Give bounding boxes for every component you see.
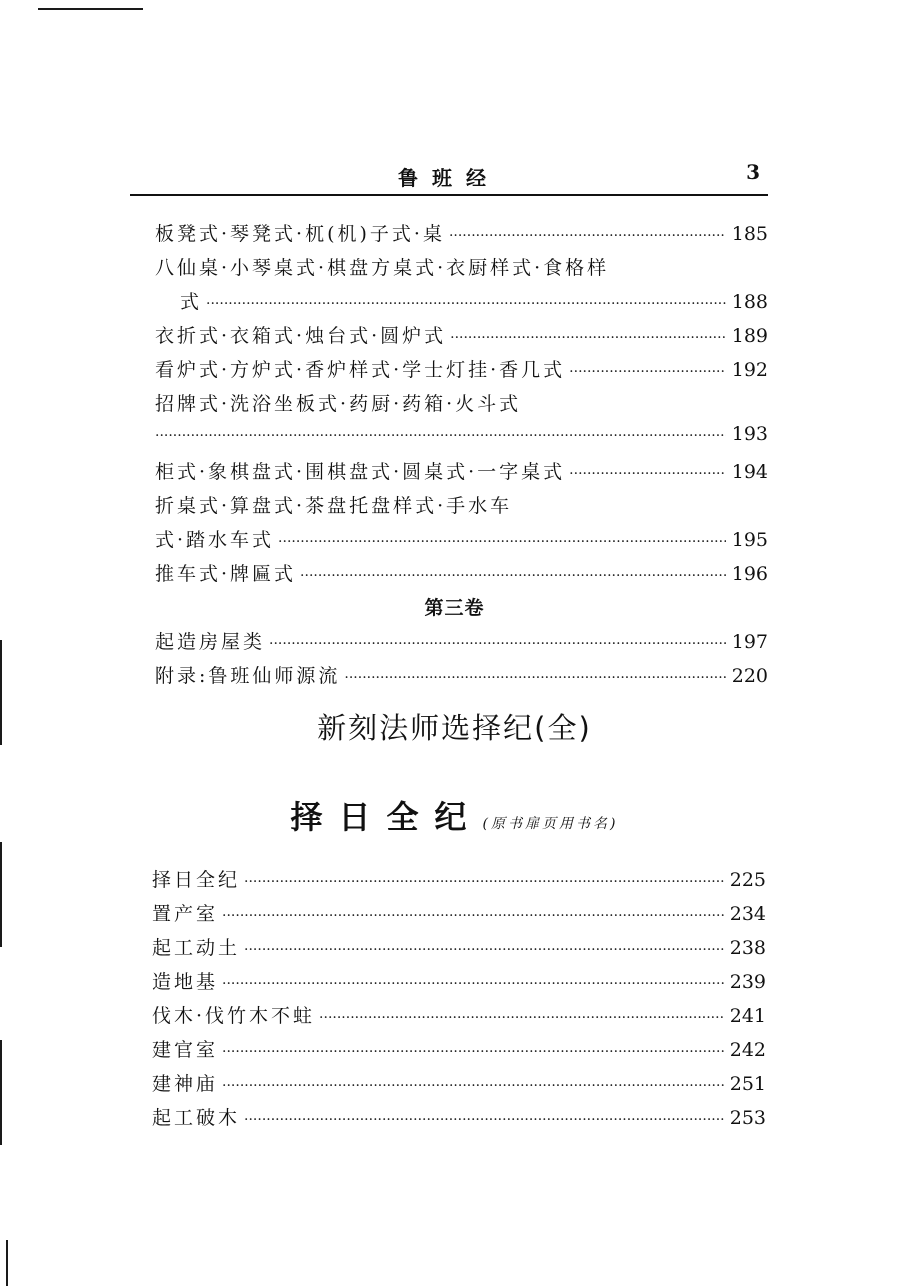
- toc-page-number: 197: [731, 631, 768, 653]
- leader-dots: [244, 874, 724, 890]
- toc-entry[interactable]: [152, 1069, 766, 1096]
- book-title-note: (原书扉页用书名): [482, 816, 619, 832]
- toc-entry-title: 附录:鲁班仙师源流: [155, 665, 341, 687]
- leader-dots: [244, 1112, 724, 1128]
- toc-entry-title: 板凳式·琴凳式·杌(机)子式·桌: [155, 223, 445, 245]
- toc-page-number: 194: [731, 461, 768, 483]
- toc-entry[interactable]: [152, 865, 766, 892]
- leader-dots: [222, 1078, 724, 1094]
- toc-page-number: 193: [731, 423, 768, 445]
- toc-entry[interactable]: [155, 321, 768, 348]
- toc-entry-title: 起工破木: [152, 1107, 241, 1129]
- toc-page-number: 251: [729, 1073, 766, 1095]
- leader-dots: [450, 330, 726, 346]
- toc-entry[interactable]: [180, 287, 768, 314]
- leader-dots: [206, 296, 726, 312]
- toc-entry-title: 建神庙: [152, 1073, 219, 1095]
- toc-page-number: 253: [729, 1107, 766, 1129]
- section-title: 新刻法师选择纪(全): [317, 711, 592, 745]
- toc-page-number: 185: [731, 223, 768, 245]
- toc-entry-title: 看炉式·方炉式·香炉样式·学士灯挂·香几式: [155, 359, 566, 381]
- book-title-main: 择日全纪: [290, 798, 483, 836]
- toc-entry-title: 推车式·牌匾式: [155, 563, 297, 585]
- toc-entry[interactable]: [152, 1035, 766, 1062]
- toc-entry[interactable]: [152, 1103, 766, 1130]
- toc-entry[interactable]: [155, 219, 768, 246]
- book-title: [0, 792, 909, 838]
- leader-dots: [319, 1010, 724, 1026]
- toc-page-number: 241: [729, 1005, 766, 1027]
- toc-entry[interactable]: [155, 661, 768, 688]
- toc-entry[interactable]: [152, 967, 766, 994]
- leader-dots: [222, 976, 724, 992]
- volume-heading: 第三卷: [424, 597, 485, 619]
- toc-entry-title: 择日全纪: [152, 869, 241, 891]
- leader-dots: [222, 908, 724, 924]
- leader-dots: [269, 636, 726, 652]
- toc-entry[interactable]: [155, 525, 768, 552]
- toc-page-number: 234: [729, 903, 766, 925]
- toc-entry[interactable]: [152, 933, 766, 960]
- toc-entry-title: 建官室: [152, 1039, 219, 1061]
- leader-dots: [569, 364, 726, 380]
- toc-entry[interactable]: [152, 1001, 766, 1028]
- toc-page-number: 195: [731, 529, 768, 551]
- toc-entry-title: 置产室: [152, 903, 219, 925]
- leader-dots: [278, 534, 726, 550]
- leader-dots: [449, 228, 726, 244]
- toc-entry-line: 八仙桌·小琴桌式·棋盘方桌式·衣厨样式·食格样: [155, 257, 610, 279]
- leader-dots: [569, 466, 726, 482]
- toc-entry-title: 起造房屋类: [155, 631, 266, 653]
- toc-entry-title: 式: [180, 291, 203, 313]
- leader-dots: [300, 568, 726, 584]
- leader-dots: [344, 670, 725, 686]
- leader-dots: [155, 428, 726, 444]
- toc-entry-title: 衣折式·衣箱式·烛台式·圆炉式: [155, 325, 447, 347]
- toc-entry-title: 柜式·象棋盘式·围棋盘式·圆桌式·一字桌式: [155, 461, 566, 483]
- toc-entry[interactable]: [155, 627, 768, 654]
- toc-page-number: 188: [731, 291, 768, 313]
- leader-dots: [244, 942, 724, 958]
- header-page-number: 3: [746, 160, 760, 184]
- toc-page-number: 196: [731, 563, 768, 585]
- toc-page-number: 239: [729, 971, 766, 993]
- toc-entry[interactable]: [155, 559, 768, 586]
- toc-entry-line: 招牌式·洗浴坐板式·药厨·药箱·火斗式: [155, 393, 522, 415]
- toc-entry-title: 伐木·伐竹木不蛀: [152, 1005, 316, 1027]
- toc-entry-title: 式·踏水车式: [155, 529, 275, 551]
- toc-entry[interactable]: [152, 899, 766, 926]
- toc-page-number: 225: [729, 869, 766, 891]
- toc-entry[interactable]: [155, 355, 768, 382]
- toc-entry-title: 起工动土: [152, 937, 241, 959]
- toc-page-number: 242: [729, 1039, 766, 1061]
- toc-page-number: 238: [729, 937, 766, 959]
- toc-page-number: 220: [731, 665, 768, 687]
- header-title: 鲁班经: [398, 166, 500, 190]
- toc-entry[interactable]: [155, 423, 768, 445]
- leader-dots: [222, 1044, 724, 1060]
- toc-entry[interactable]: [155, 457, 768, 484]
- toc-entry-line: 折桌式·算盘式·茶盘托盘样式·手水车: [155, 495, 513, 517]
- toc-entry-title: 造地基: [152, 971, 219, 993]
- toc-page-number: 192: [731, 359, 768, 381]
- toc-page-number: 189: [731, 325, 768, 347]
